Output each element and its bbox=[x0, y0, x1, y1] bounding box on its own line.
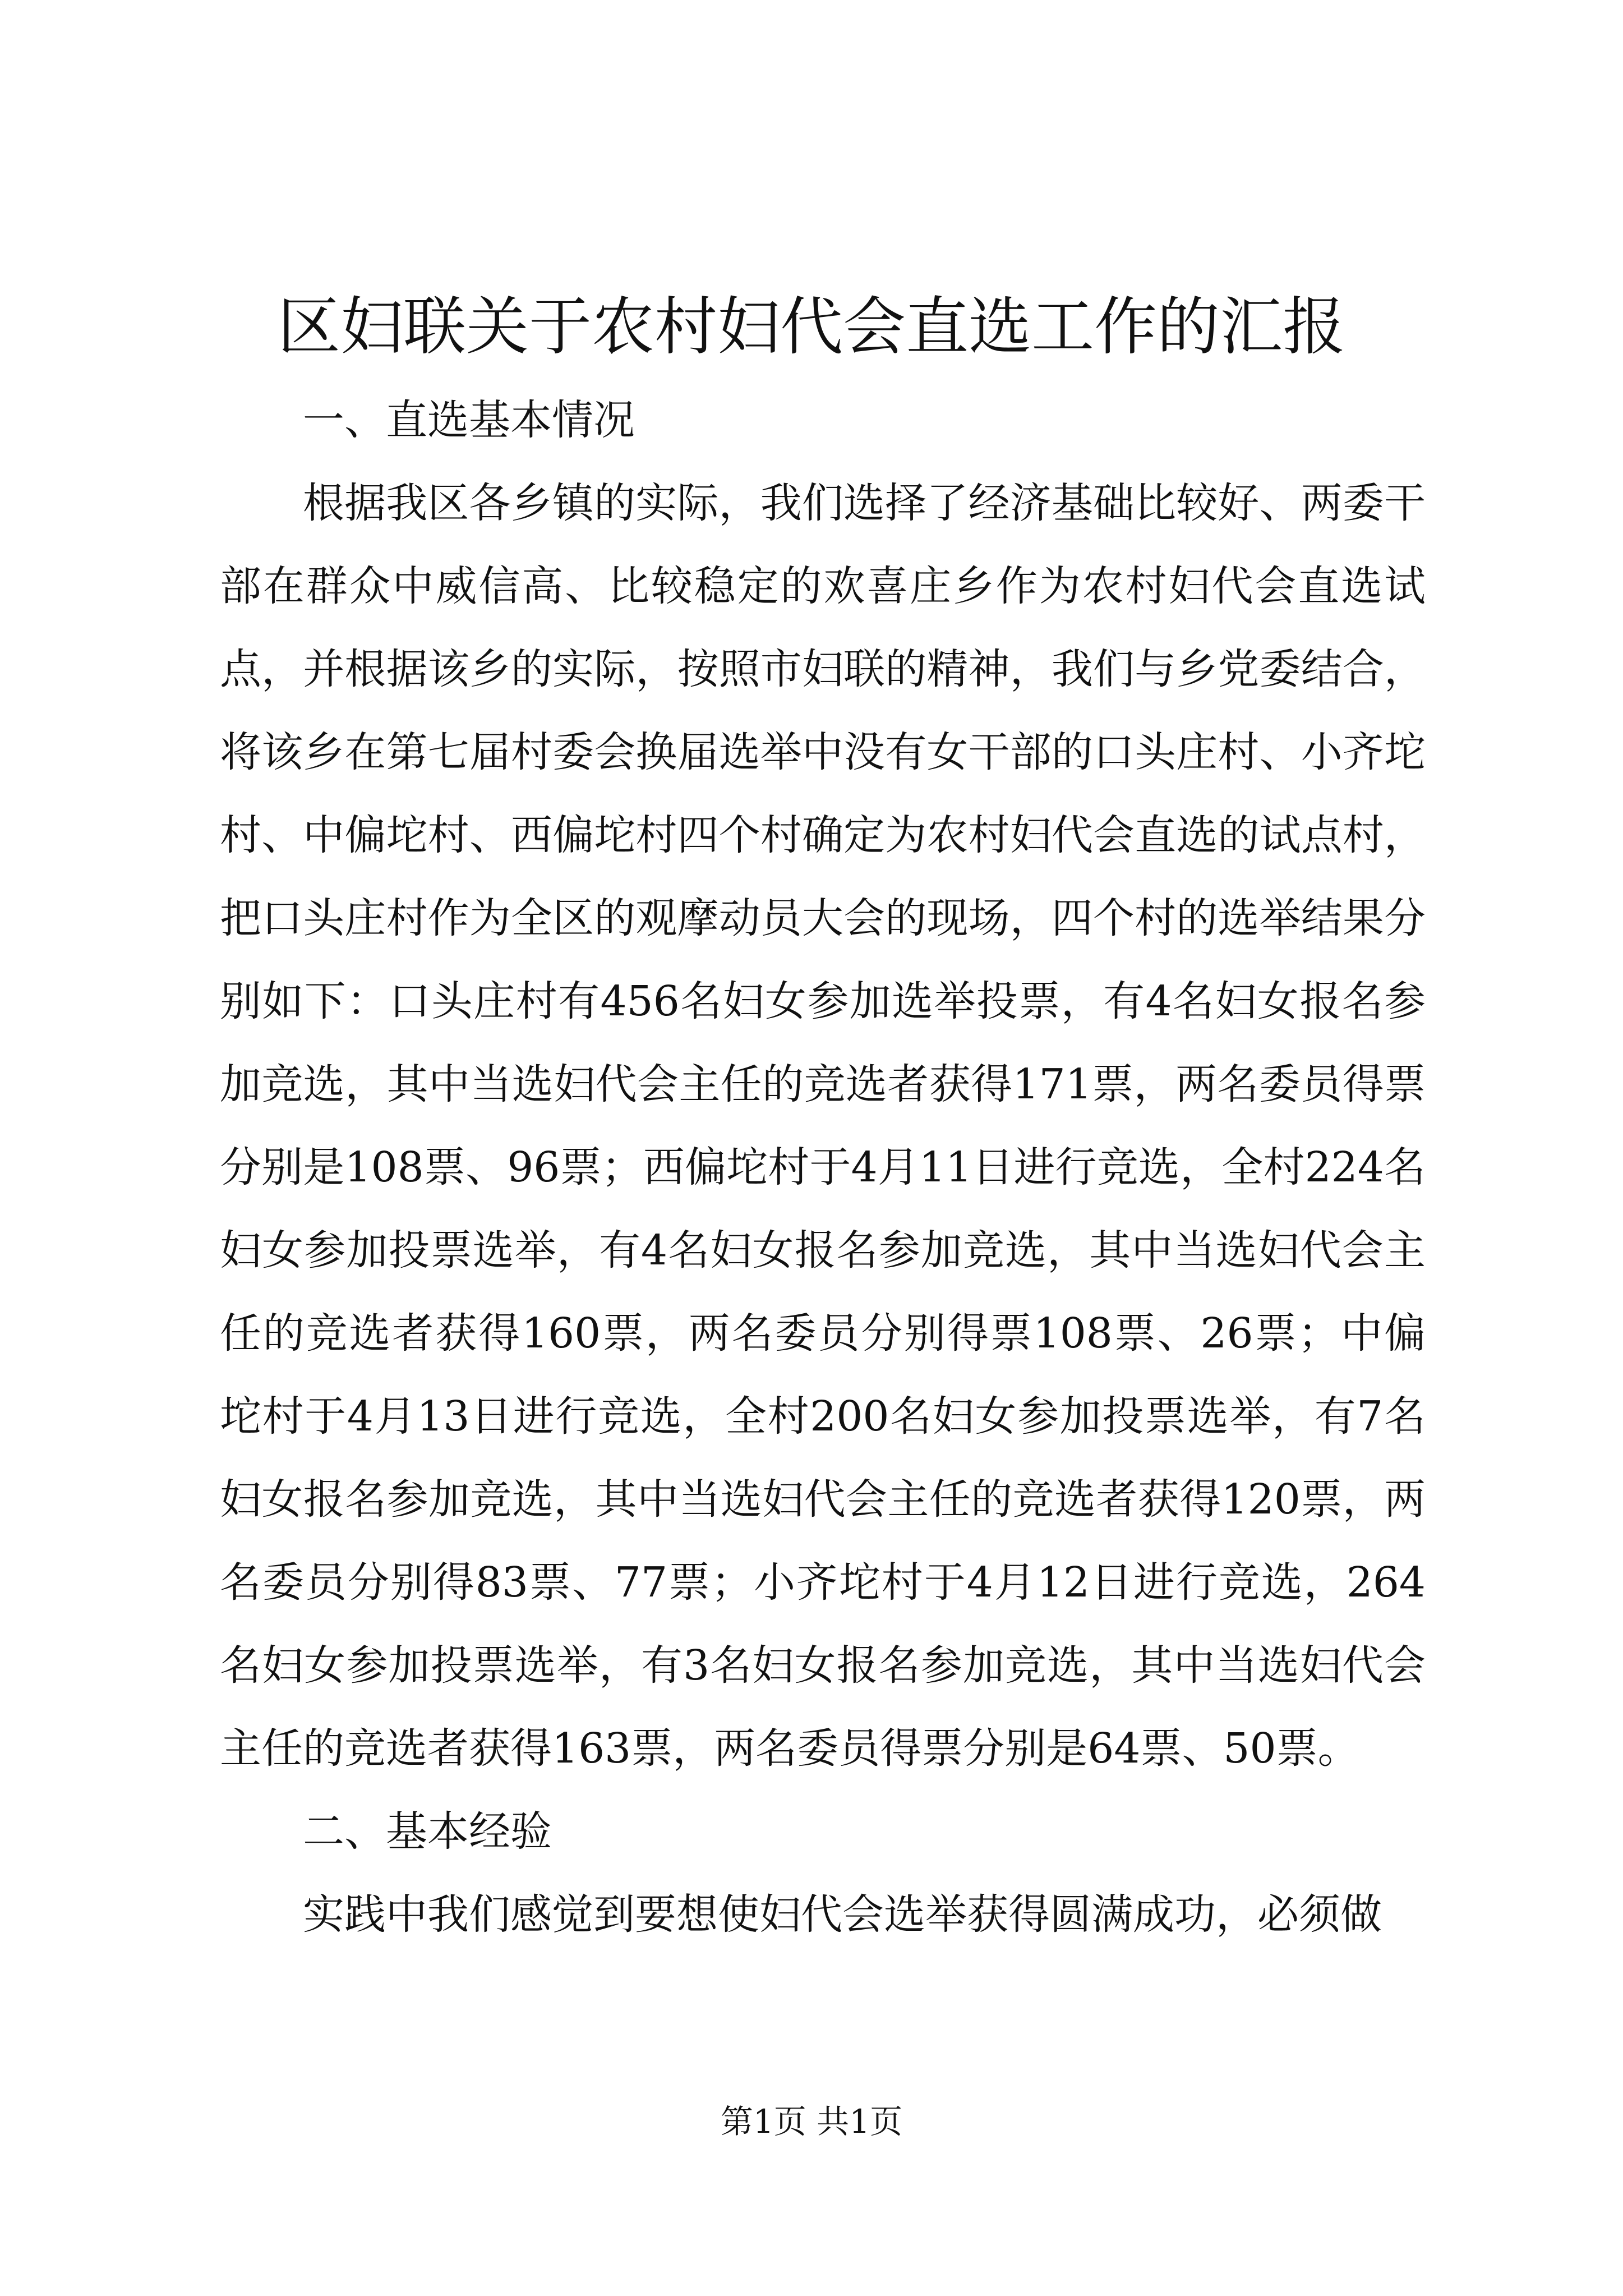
section-heading-2: 二、基本经验 bbox=[303, 1807, 552, 1856]
section-paragraph-2: 实践中我们感觉到要想使妇代会选举获得圆满成功，必须做 bbox=[303, 1890, 1382, 1939]
section-paragraph-1: 根据我区各乡镇的实际，我们选择了经济基础比较好、两委干部在群众中威信高、比较稳定的欢喜庄乡作为农村妇代会直选试点，并根据该乡的实际，按照市妇联的精神，我们与乡党委结合，将该乡在第七届村委会换届选举中没有女干部的口头庄村、小齐坨村、中偏坨村、西偏坨村四个村确定为农村妇代会直选的试点村，把口头庄村作为全区的观摩动员大会的现场，四个村的选举结果分别如下：口头庄村有456名妇女参加选举投票，有4名妇女报名参加竞选，其中当选妇代会主任的竞选者获得171票，两名委员得票分别是108票、96票；西偏坨村于4月11日进行竞选，全村224名妇女参加投票选举，有4名妇女报名参加竞选，其中当选妇代会主任的竞选者获得160票，两名委员分别得票108票、26票；中偏坨村于4月13日进行竞选，全村200名妇女参加投票选举，有7名妇女报名参加竞选，其中当选妇代会主任的竞选者获得120票，两名委员分别得83票、77票；小齐坨村于4月12日进行竞选，264名妇女参加投票选举，有3名妇女报名参加竞选，其中当选妇代会主任的竞选者获得163票，两名委员得票分别是64票、50票。 bbox=[220, 479, 1426, 1773]
document-title: 区妇联关于农村妇代会直选工作的汇报 bbox=[278, 291, 1345, 364]
document-body bbox=[220, 379, 1426, 1956]
page-footer: 第1页 共1页 bbox=[720, 2102, 903, 2141]
section-heading-1: 一、直选基本情况 bbox=[303, 396, 635, 444]
